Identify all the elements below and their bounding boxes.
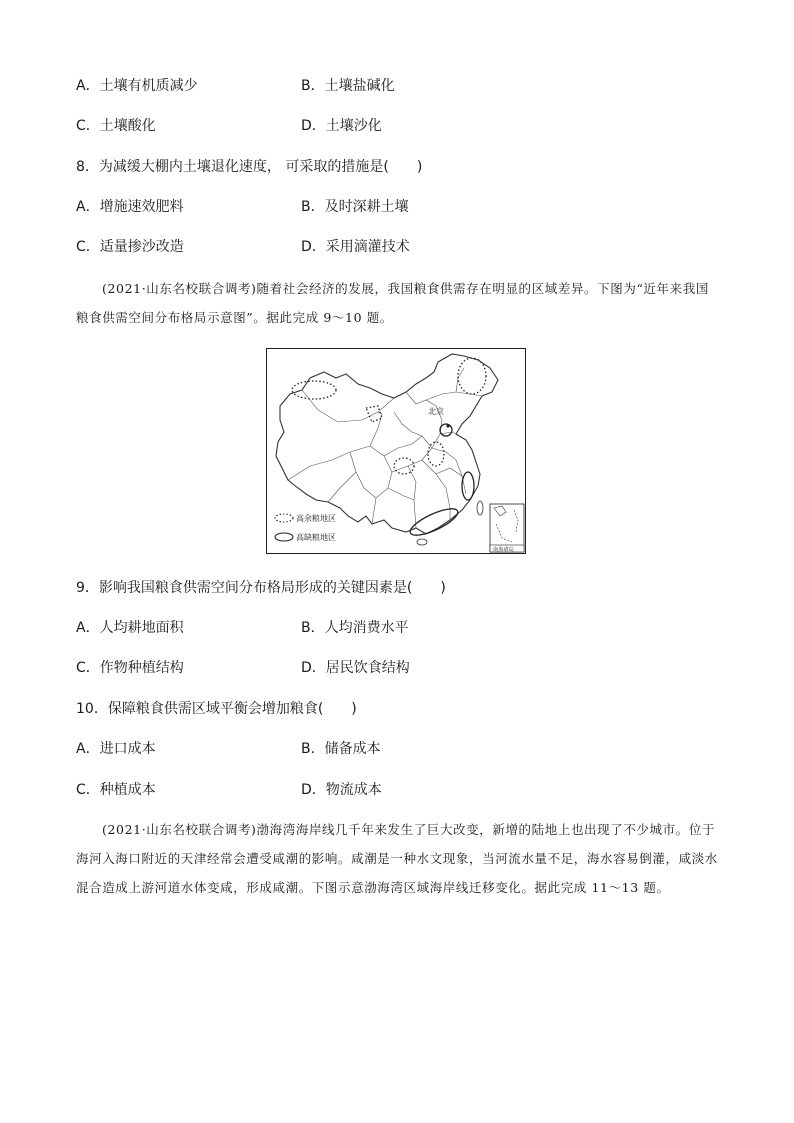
q8-stem: 8．为减缓大棚内土壤退化速度， 可采取的措施是( ) xyxy=(76,159,423,175)
taiwan-island xyxy=(477,501,483,515)
q7-option-a: A．土壤有机质减少 xyxy=(76,78,198,94)
q9-option-b: B．人均消费水平 xyxy=(301,620,409,636)
q9-stem: 9．影响我国粮食供需空间分布格局形成的关键因素是( ) xyxy=(76,580,446,596)
china-map-graphic xyxy=(266,348,526,554)
passage-9-10-text: (2021·山东名校联合调考)随着社会经济的发展，我国粮食供需存在明显的区域差异。下图为“近年来我国粮食供需空间分布格局示意图”。据此完成 9～10 题。 xyxy=(76,281,709,325)
passage-11-13 xyxy=(76,815,718,902)
q8-option-a: A．增施速效肥料 xyxy=(76,199,184,215)
hainan-island xyxy=(417,539,427,545)
grain-supply-map-figure xyxy=(266,348,526,554)
q9-option-a: A．人均耕地面积 xyxy=(76,620,184,636)
passage-9-10 xyxy=(76,274,718,332)
q10-option-d: D．物流成本 xyxy=(301,782,382,798)
q10-option-a: A．进口成本 xyxy=(76,741,156,757)
legend-surplus-label: 高余粮地区 xyxy=(296,514,336,523)
beijing-marker xyxy=(446,424,449,427)
legend-deficit-label: 高缺粮地区 xyxy=(296,533,336,542)
passage-11-13-text: (2021·山东名校联合调考)渤海湾海岸线几千年来发生了巨大改变，新增的陆地上也出现了不少城市。位于海河入海口附近的天津经常会遭受咸潮的影响。咸潮是一种水文现象，当河流水量不足，海水容易倒灌，咸淡水混合造成上游河道水体变咸，形成咸潮。下图示意渤海湾区域海岸线迁移变化。据此完成 11～13 题。 xyxy=(76,822,718,895)
q10-stem: 10．保障粮食供需区域平衡会增加粮食( ) xyxy=(76,701,357,717)
q10-option-c: C．种植成本 xyxy=(76,782,156,798)
q9-option-c: C．作物种植结构 xyxy=(76,660,184,676)
q7-option-d: D．土壤沙化 xyxy=(301,118,382,134)
q8-option-d: D．采用滴灌技术 xyxy=(301,239,410,255)
q7-option-c: C．土壤酸化 xyxy=(76,118,156,134)
q8-option-c: C．适量掺沙改造 xyxy=(76,239,184,255)
q7-option-b: B．土壤盐碱化 xyxy=(301,78,395,94)
beijing-label: 北京 xyxy=(428,407,444,416)
q8-option-b: B．及时深耕土壤 xyxy=(301,199,409,215)
q9-option-d: D．居民饮食结构 xyxy=(301,660,410,676)
q10-option-b: B．储备成本 xyxy=(301,741,381,757)
south-china-sea-inset xyxy=(490,504,524,553)
inset-label: 南海诸岛 xyxy=(493,547,514,553)
